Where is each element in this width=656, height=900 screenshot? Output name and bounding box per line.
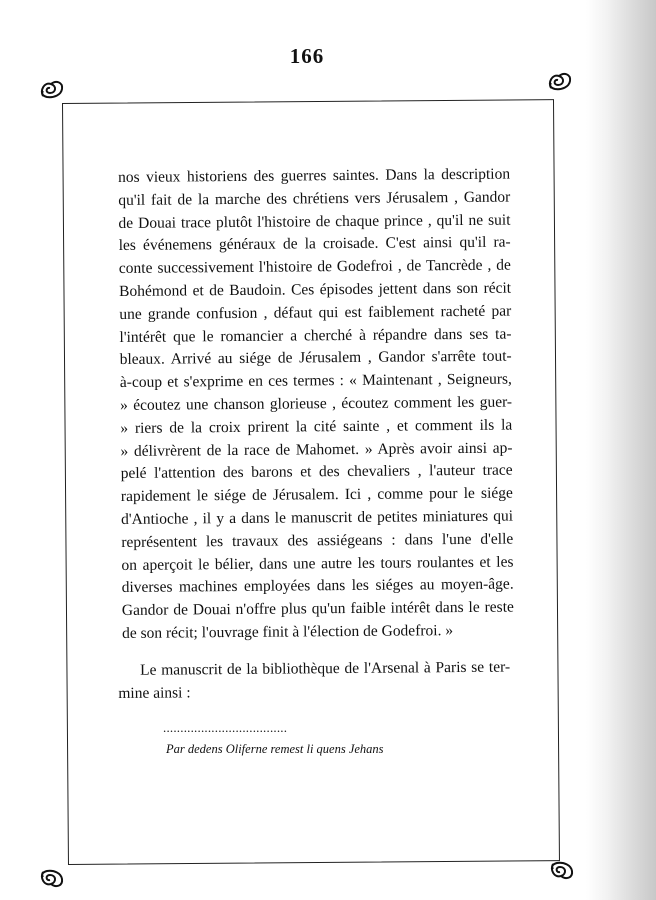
body-line: de son récit; l'ouvrage finit à l'élection de Godefroi. » xyxy=(121,622,454,642)
corner-ornament-bottom-right-icon xyxy=(548,858,576,882)
body-line: représentent les travaux des assiégeans : dans l'une d'elle xyxy=(121,530,514,551)
second-paragraph-line: Le manuscrit de la bibliothèque de l'Arsenal à Paris se ter- xyxy=(140,658,511,679)
page-number: 166 xyxy=(289,44,325,68)
corner-ornament-top-right-icon xyxy=(546,70,574,94)
body-line: on aperçoit le bélier, dans une autre les tours roulantes et les xyxy=(121,553,514,574)
body-line: nos vieux historiens des guerres saintes. Dans la description xyxy=(118,165,511,186)
body-line: pelé l'attention des barons et des chevaliers , l'auteur trace xyxy=(120,461,513,483)
page-gutter-shadow xyxy=(586,0,656,900)
body-line: bleaux. Arrivé au siége de Jérusalem , Gandor s'arrête tout- xyxy=(119,347,512,369)
body-line: de Douai trace plutôt l'histoire de chaque prince , qu'il ne suit xyxy=(118,211,511,232)
body-line: Bohémond et de Baudoin. Ces épisodes jettent dans son récit xyxy=(119,279,512,300)
corner-ornament-top-left-icon xyxy=(38,78,66,102)
ellipsis-dots: .................................... xyxy=(163,720,288,735)
body-line: à-coup et s'exprime en ces termes : « Maintenant , Seigneurs, xyxy=(119,370,512,392)
body-paragraph xyxy=(118,164,514,646)
quoted-verse: Par dedens Oliferne remest li quens Jehans xyxy=(166,742,384,756)
body-line: les événemens généraux de la croisade. C'est ainsi qu'il ra- xyxy=(118,233,511,255)
body-line: rapidement le siége de Jérusalem. Ici , comme pour le siége xyxy=(120,484,513,506)
body-line: diverses machines employées dans les siéges au moyen-âge. xyxy=(121,575,514,597)
corner-ornament-bottom-left-icon xyxy=(38,866,66,890)
body-line: » écoutez une chanson glorieuse , écoutez comment les guer- xyxy=(120,393,513,414)
body-line: d'Antioche , il y a dans le manuscrit de petites miniatures qui xyxy=(121,507,514,528)
second-paragraph xyxy=(118,657,510,706)
body-line: l'intérêt que le romancier a cherché à répandre dans ses ta- xyxy=(119,325,512,346)
body-line: » riers de la croix prirent la cité sainte , et comment ils la xyxy=(120,416,513,437)
body-line: qu'il fait de la marche des chrétiens vers Jérusalem , Gandor xyxy=(118,188,511,209)
second-paragraph-line: mine ainsi : xyxy=(118,684,191,702)
body-line: » délivrèrent de la race de Mahomet. » Après avoir ainsi ap- xyxy=(120,439,513,460)
body-line: conte successivement l'histoire de Godefroi , de Tancrède , de xyxy=(118,256,511,278)
body-line: Gandor de Douai n'offre plus qu'un faible intérêt dans le reste xyxy=(121,598,514,620)
body-line: une grande confusion , défaut qui est faiblement racheté par xyxy=(119,302,512,323)
